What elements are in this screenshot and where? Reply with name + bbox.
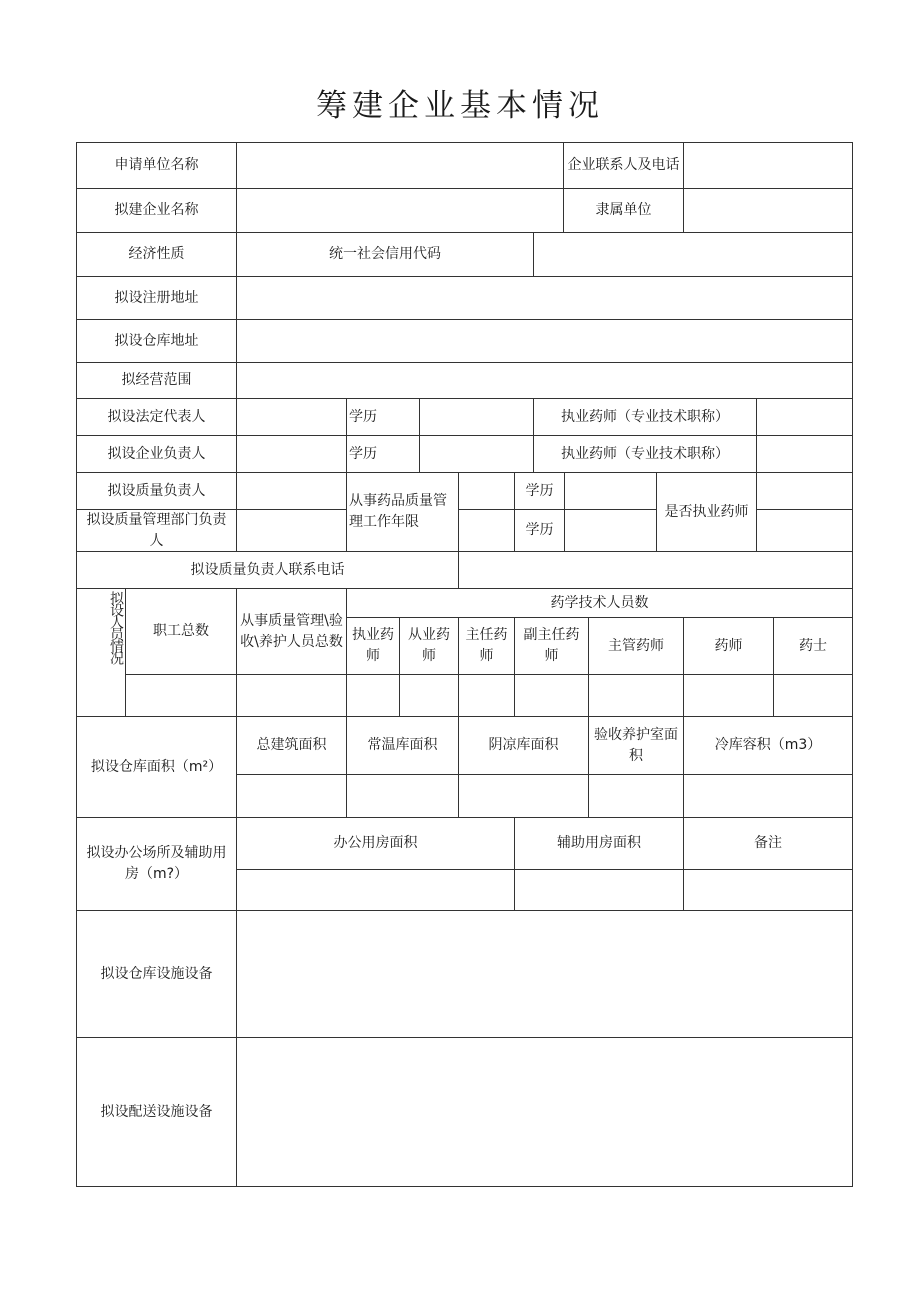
field-qc-staff-total[interactable] [236,674,347,717]
field-legal-representative[interactable] [236,398,347,436]
label-quality-dept-head: 拟设质量管理部门负责人 [76,509,237,552]
field-staff-col-6[interactable] [683,674,774,717]
field-legal-rep-education[interactable] [419,398,534,436]
page-title: 筹建企业基本情况 [316,88,604,124]
field-contact-person-phone[interactable] [683,142,853,189]
label-quality-work-years: 从事药品质量管理工作年限 [346,472,459,552]
field-area-col-4[interactable] [588,774,684,818]
field-delivery-facilities[interactable] [236,1037,853,1187]
label-registered-address: 拟设注册地址 [76,276,237,320]
field-quality-dept-head-licensed[interactable] [756,509,853,552]
field-registered-address[interactable] [236,276,853,320]
label-area-col-1: 总建筑面积 [236,716,347,775]
label-proposed-company-name: 拟建企业名称 [76,188,237,233]
label-staff-col-4: 副主任药师 [514,617,589,675]
field-area-col-2[interactable] [346,774,459,818]
label-staff-col-2: 从业药师 [399,617,459,675]
label-warehouse-address: 拟设仓库地址 [76,319,237,363]
label-quality-head-education: 学历 [514,472,565,510]
label-staff-col-1: 执业药师 [346,617,400,675]
label-staff-col-5: 主管药师 [588,617,684,675]
field-affiliated-unit[interactable] [683,188,853,233]
label-qc-staff-total: 从事质量管理\验收\养护人员总数 [236,588,347,675]
field-area-col-5[interactable] [683,774,853,818]
field-office-col-2[interactable] [514,869,684,911]
field-quality-head-licensed[interactable] [756,472,853,510]
label-office-col-1: 办公用房面积 [236,817,515,870]
label-company-head-pharmacist-title: 执业药师（专业技术职称） [533,435,757,473]
field-area-col-1[interactable] [236,774,347,818]
field-company-head[interactable] [236,435,347,473]
label-applicant-name: 申请单位名称 [76,142,237,189]
label-pharma-tech-staff: 药学技术人员数 [346,588,853,618]
label-legal-rep-pharmacist-title: 执业药师（专业技术职称） [533,398,757,436]
field-applicant-name[interactable] [236,142,564,189]
label-staff-section: 拟设人员情况 [76,588,126,717]
field-staff-col-3[interactable] [458,674,515,717]
field-business-scope[interactable] [236,362,853,399]
label-quality-head: 拟设质量负责人 [76,472,237,510]
label-area-col-5: 冷库容积（m3） [683,716,853,775]
field-staff-col-1[interactable] [346,674,400,717]
label-business-scope: 拟经营范围 [76,362,237,399]
label-contact-person-phone: 企业联系人及电话 [563,142,684,189]
field-staff-col-2[interactable] [399,674,459,717]
field-quality-head-education[interactable] [564,472,657,510]
label-total-staff: 职工总数 [125,588,237,675]
field-staff-col-7[interactable] [773,674,853,717]
label-company-head: 拟设企业负责人 [76,435,237,473]
field-quality-head[interactable] [236,472,347,510]
field-quality-head-phone[interactable] [458,551,853,589]
field-warehouse-address[interactable] [236,319,853,363]
label-is-licensed-pharmacist: 是否执业药师 [656,472,757,552]
field-quality-dept-head[interactable] [236,509,347,552]
label-legal-representative: 拟设法定代表人 [76,398,237,436]
field-company-head-education[interactable] [419,435,534,473]
field-proposed-company-name[interactable] [236,188,564,233]
label-credit-code: 统一社会信用代码 [236,232,534,277]
label-office: 拟设办公场所及辅助用房（m?） [76,817,237,911]
label-warehouse-facilities: 拟设仓库设施设备 [76,910,237,1038]
label-affiliated-unit: 隶属单位 [563,188,684,233]
label-warehouse-area: 拟设仓库面积（m²） [76,716,237,818]
label-delivery-facilities: 拟设配送设施设备 [76,1037,237,1187]
field-quality-dept-head-education[interactable] [564,509,657,552]
label-staff-col-6: 药师 [683,617,774,675]
label-quality-dept-head-education: 学历 [514,509,565,552]
field-office-col-3[interactable] [683,869,853,911]
field-staff-col-5[interactable] [588,674,684,717]
field-warehouse-facilities[interactable] [236,910,853,1038]
field-office-col-1[interactable] [236,869,515,911]
label-company-head-education: 学历 [346,435,420,473]
label-area-col-2: 常温库面积 [346,716,459,775]
label-quality-head-phone: 拟设质量负责人联系电话 [76,551,459,589]
field-staff-col-4[interactable] [514,674,589,717]
label-legal-rep-education: 学历 [346,398,420,436]
label-area-col-4: 验收养护室面积 [588,716,684,775]
field-quality-dept-head-years[interactable] [458,509,515,552]
label-office-col-2: 辅助用房面积 [514,817,684,870]
label-staff-col-7: 药士 [773,617,853,675]
label-office-col-3: 备注 [683,817,853,870]
field-total-staff[interactable] [125,674,237,717]
field-quality-head-years[interactable] [458,472,515,510]
field-company-head-pharmacist-title[interactable] [756,435,853,473]
label-economic-nature: 经济性质 [76,232,237,277]
label-area-col-3: 阴凉库面积 [458,716,589,775]
label-staff-col-3: 主任药师 [458,617,515,675]
field-area-col-3[interactable] [458,774,589,818]
field-credit-code[interactable] [533,232,853,277]
field-legal-rep-pharmacist-title[interactable] [756,398,853,436]
